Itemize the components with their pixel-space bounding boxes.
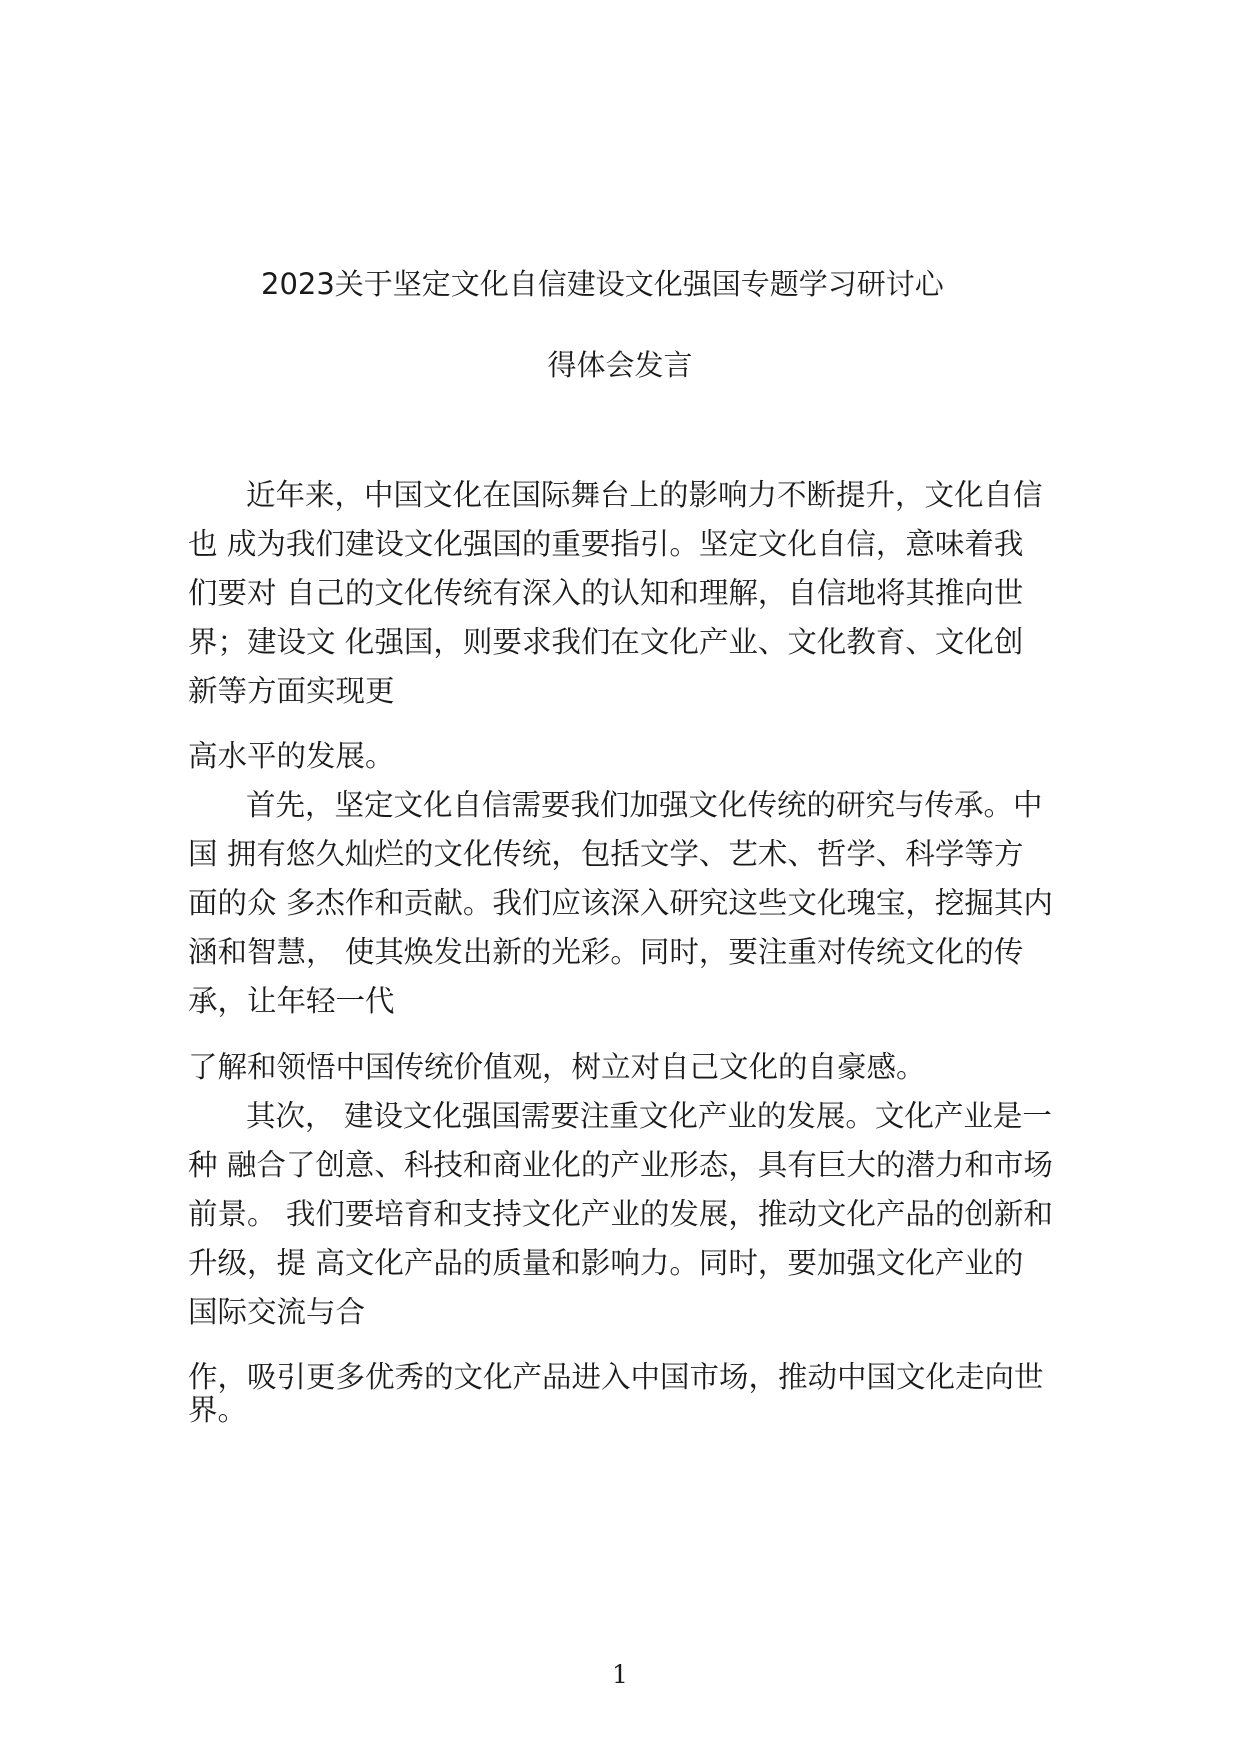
document-title-line-2: 得体会发言 [547,348,693,382]
page-number: 1 [612,1660,628,1689]
paragraph-line: 种 融合了创意、科技和商业化的产业形态，具有巨大的潜力和市场 [188,1148,1053,1182]
paragraph-line: 新等方面实现更 [188,674,395,708]
paragraph-line: 国 拥有悠久灿烂的文化传统，包括文学、艺术、哲学、科学等方 [188,837,1024,871]
paragraph-line: 作，吸引更多优秀的文化产品进入中国市场，推动中国文化走向世 [188,1360,1044,1394]
paragraph-line: 前景。 我们要培育和支持文化产业的发展，推动文化产品的创新和 [188,1197,1053,1231]
paragraph-line: 承，让年轻一代 [188,984,395,1018]
paragraph-line: 面的众 多杰作和贡献。我们应该深入研究这些文化瑰宝，挖掘其内 [188,886,1053,920]
paragraph-line: 国际交流与合 [188,1295,366,1329]
paragraph-line: 其次， 建设文化强国需要注重文化产业的发展。文化产业是一 [246,1099,1052,1133]
paragraph-line: 高水平的发展。 [188,739,395,773]
paragraph-line: 界；建设文 化强国，则要求我们在文化产业、文化教育、文化创 [188,625,1024,659]
paragraph-line: 了解和领悟中国传统价值观，树立对自己文化的自豪感。 [188,1050,926,1084]
paragraph-line: 涵和智慧， 使其焕发出新的光彩。同时，要注重对传统文化的传 [188,935,1024,969]
paragraph-line: 界。 [188,1393,248,1427]
paragraph-line: 升级，提 高文化产品的质量和影响力。同时，要加强文化产业的 [188,1246,1024,1280]
document-title-line-1: 2023关于坚定文化自信建设文化强国专题学习研讨心 [261,267,944,301]
paragraph-line: 近年来，中国文化在国际舞台上的影响力不断提升，文化自信 [246,478,1043,512]
paragraph-line: 也 成为我们建设文化强国的重要指引。坚定文化自信，意味着我 [188,527,1024,561]
paragraph-line: 首先，坚定文化自信需要我们加强文化传统的研究与传承。中 [246,788,1043,822]
paragraph-line: 们要对 自己的文化传统有深入的认知和理解，自信地将其推向世 [188,576,1024,610]
